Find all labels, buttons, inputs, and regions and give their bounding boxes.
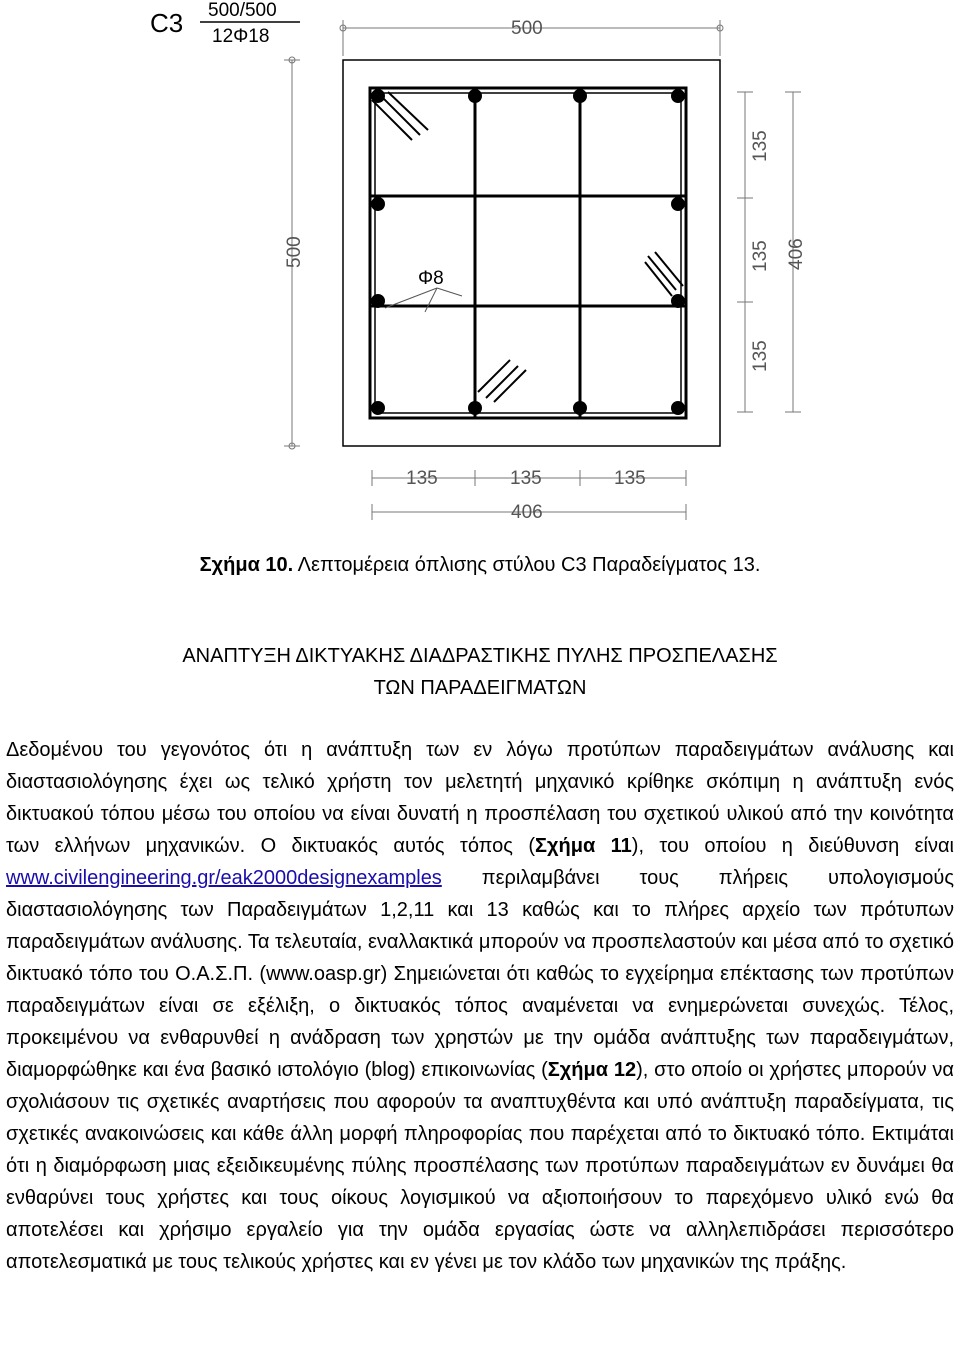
text-run-3: περιλαμβάνει τους πλήρεις υπολογισμούς διαστασιολόγησης των Παραδειγμάτων 1,2,11 και 13 καθώς και το πλήρες αρχείο των πρότυπων παραδειγμάτων ανάλυσης. Τα τελευταία, εναλλακτικά μπορούν να προσπελαστούν και μέσα από το σχετικό δικτυακό τόπο του Ο.Α.Σ.Π. (www.oasp.gr) Σημειώνεται ότι καθώς το εγχείρημα επέκτασης των προτύπων παραδειγμάτων είναι σε εξέλιξη, ο δικτυακός τόπος αναμένεται να ενημερώνεται συνεχώς. Τέλος, προκειμένου να ενθαρυνθεί η ανάδραση των χρηστών με την ομάδα ανάπτυξης των παραδειγμάτων, διαμορφώθηκε και ένα βασικό ιστολόγιο (blog) επικοινωνίας ( xyxy=(6,867,954,1081)
column-label: C3 xyxy=(150,8,184,38)
bar xyxy=(671,197,685,211)
column-drawing xyxy=(0,0,960,540)
paragraph xyxy=(6,734,954,1278)
right-spacing-2: 135 xyxy=(750,240,771,272)
stirrup-label: Φ8 xyxy=(418,268,444,289)
stirrup-leader xyxy=(385,288,462,312)
text-run-1: Δεδομένου του γεγονότος ότι η ανάπτυξη των εν λόγω προτύπων παραδειγμάτων ανάλυσης και διαστασιολόγησης έχει ως τελικό χρήστη τον μελετητή μηχανικό κρίθηκε σκόπιμη η ανάπτυξη ενός δικτυακού τόπου μέσω του οποίου να είναι δυνατή η προσπέλαση του σχετικού υλικού από την κοινότητα των ελλήνων μηχανικών. Ο δικτυακός αυτός τόπος ( xyxy=(6,739,954,857)
heading-line-2: ΤΩΝ ΠΑΡΑΔΕΙΓΜΑΤΩΝ xyxy=(373,677,587,699)
section-heading xyxy=(0,640,960,704)
section-size: 500/500 xyxy=(208,0,277,21)
bar xyxy=(371,401,385,415)
text-run-2: ), του οποίου η διεύθυνση είναι xyxy=(631,835,955,857)
text-run-4: ), στο οποίο οι χρήστες μπορούν να σχολιάσουν τις σχετικές αναρτήσεις που αφορούν τα αναπτυχθέντα και υπό ανάπτυξη παραδείγματα, τις σχετικές ανακοινώσεις και κάθε άλλη μορφή πληροφορίας που παρέχεται από το δικτυακό τόπο. Εκτιμάται ότι η διαμόρφωση μιας εξειδικευμένης πύλης προσπέλασης των προτύπων παραδειγμάτων εν δυνάμει θα ενθαρύνει τους χρήστες και τους οίκους λογισμικού να αξιοποιήσουν το παρεχόμενο υλικό ενώ θα αποτελέσει και χρήσιμο εργαλείο για την ομάδα εργασίας ώστε να αλληλεπιδράσει περισσότερο αποτελεσματικά με τους τελικούς χρήστες και εν γένει με τον κλάδο των μηχανικών της πράξης. xyxy=(6,1059,954,1273)
right-spacing-3: 135 xyxy=(750,340,771,372)
left-dim-text: 500 xyxy=(284,236,305,268)
longitudinal-bars xyxy=(371,89,685,415)
bar xyxy=(671,401,685,415)
top-dim-text: 500 xyxy=(511,18,543,39)
bottom-spacing-2: 135 xyxy=(510,468,542,489)
stirrups xyxy=(370,88,686,418)
caption-text: Λεπτομέρεια όπλισης στύλου C3 Παραδείγματος 13. xyxy=(293,554,761,576)
figure-caption xyxy=(0,551,960,579)
column-reinforcement-figure xyxy=(0,0,960,540)
bottom-spacing-3: 135 xyxy=(614,468,646,489)
figure-ref-11: Σχήμα 11 xyxy=(534,835,632,857)
section-outline xyxy=(343,60,720,446)
bar xyxy=(371,89,385,103)
right-total: 406 xyxy=(786,238,807,270)
bar xyxy=(573,89,587,103)
figure-ref-12: Σχήμα 12 xyxy=(547,1059,637,1081)
bar xyxy=(371,294,385,308)
bottom-total: 406 xyxy=(511,502,543,523)
bar xyxy=(371,197,385,211)
stirrup-hooks xyxy=(372,92,683,402)
bar xyxy=(468,401,482,415)
right-spacing-1: 135 xyxy=(750,130,771,162)
reinforcement-label: 12Φ18 xyxy=(212,26,270,47)
caption-label: Σχήμα 10. xyxy=(199,554,294,576)
bar xyxy=(573,401,587,415)
body-paragraph xyxy=(6,734,954,1278)
bar xyxy=(468,89,482,103)
bottom-spacing-1: 135 xyxy=(406,468,438,489)
bar xyxy=(671,294,685,308)
bar xyxy=(671,89,685,103)
heading-line-1: ΑΝΑΠΤΥΞΗ ΔΙΚΤΥΑΚΗΣ ΔΙΑΔΡΑΣΤΙΚΗΣ ΠΥΛΗΣ ΠΡΟΣΠΕΛΑΣΗΣ xyxy=(182,645,778,667)
website-link[interactable]: www.civilengineering.gr/eak2000designexamples xyxy=(6,867,442,889)
